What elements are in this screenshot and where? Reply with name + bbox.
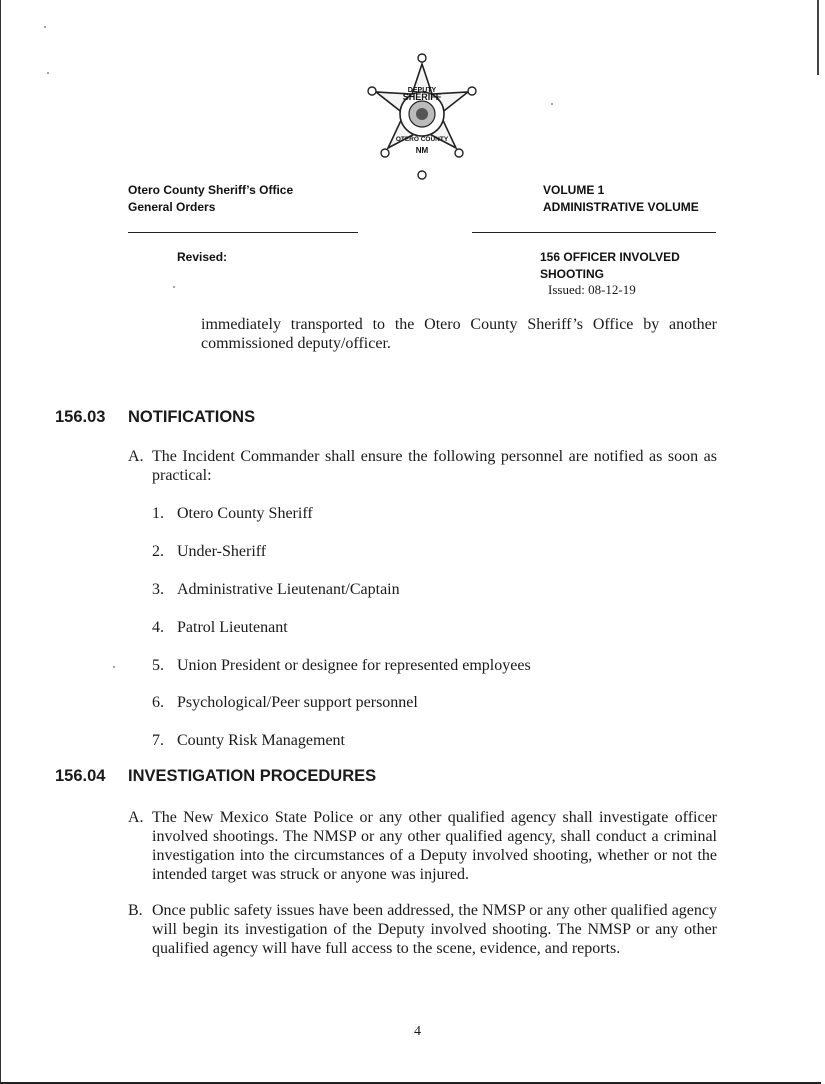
header-rule-right bbox=[472, 232, 716, 233]
list-item: 7. County Risk Management bbox=[152, 732, 345, 749]
office-name: Otero County Sheriff’s Office bbox=[128, 183, 294, 197]
notifications-item-a-label: A. bbox=[128, 448, 144, 465]
page-number: 4 bbox=[414, 1024, 421, 1039]
volume-name: ADMINISTRATIVE VOLUME bbox=[543, 200, 699, 214]
continuation-paragraph: immediately transported to the Otero County Sheriff’s Office by another commissioned deputy/officer. bbox=[201, 316, 717, 352]
list-item: 4. Patrol Lieutenant bbox=[152, 619, 288, 636]
badge-middle-text: SHERIFF bbox=[402, 92, 442, 102]
badge-state-text: NM bbox=[415, 146, 429, 155]
list-item: 1. Otero County Sheriff bbox=[152, 505, 313, 522]
section-number-investigation: 156.04 bbox=[55, 767, 106, 785]
list-item: 6. Psychological/Peer support personnel bbox=[152, 694, 418, 711]
header-rule-left bbox=[128, 232, 358, 233]
badge-top-text: DEPUTY bbox=[407, 87, 437, 94]
section-title-investigation: INVESTIGATION PROCEDURES bbox=[128, 767, 377, 785]
scan-speck bbox=[44, 26, 46, 28]
general-orders-label: General Orders bbox=[128, 200, 216, 214]
revised-label: Revised: bbox=[177, 250, 228, 264]
section-title-notifications: NOTIFICATIONS bbox=[128, 408, 256, 426]
investigation-item-a-text: The New Mexico State Police or any other qualified agency shall investigate officer involved shootings. The NMSP or any other qualified agency, shall conduct a criminal investigation into the circumstances of a Deputy involved shooting, whether or not the intended target was struck or anyone was injured. bbox=[152, 809, 717, 883]
investigation-item-b-text: Once public safety issues have been addressed, the NMSP or any other qualified agency will begin its investigation of the Deputy involved shooting. The NMSP or any other qualified agency will have full access to the scene, evidence, and reports. bbox=[152, 902, 717, 957]
scan-speck bbox=[113, 666, 115, 668]
section-number-notifications: 156.03 bbox=[55, 408, 106, 426]
investigation-item-a-label: A. bbox=[128, 809, 144, 826]
scan-speck bbox=[173, 286, 175, 288]
investigation-item-b-label: B. bbox=[128, 902, 143, 919]
list-item: 5. Union President or designee for represented employees bbox=[152, 657, 531, 674]
sheriff-star-badge-icon bbox=[364, 52, 480, 182]
issued-date: Issued: 08-12-19 bbox=[548, 282, 636, 297]
topic-line-1: 156 OFFICER INVOLVED bbox=[540, 250, 680, 264]
volume-number: VOLUME 1 bbox=[543, 183, 605, 197]
list-item: 2. Under-Sheriff bbox=[152, 543, 267, 560]
topic-line-2: SHOOTING bbox=[540, 267, 605, 281]
scan-speck bbox=[47, 72, 49, 74]
scan-speck bbox=[551, 103, 553, 105]
list-item: 3. Administrative Lieutenant/Captain bbox=[152, 581, 400, 598]
notifications-item-a-text: The Incident Commander shall ensure the following personnel are notified as soon as practical: bbox=[152, 448, 717, 484]
badge-bottom-text: OTERO COUNTY bbox=[395, 136, 449, 143]
scan-edge bbox=[817, 0, 819, 75]
